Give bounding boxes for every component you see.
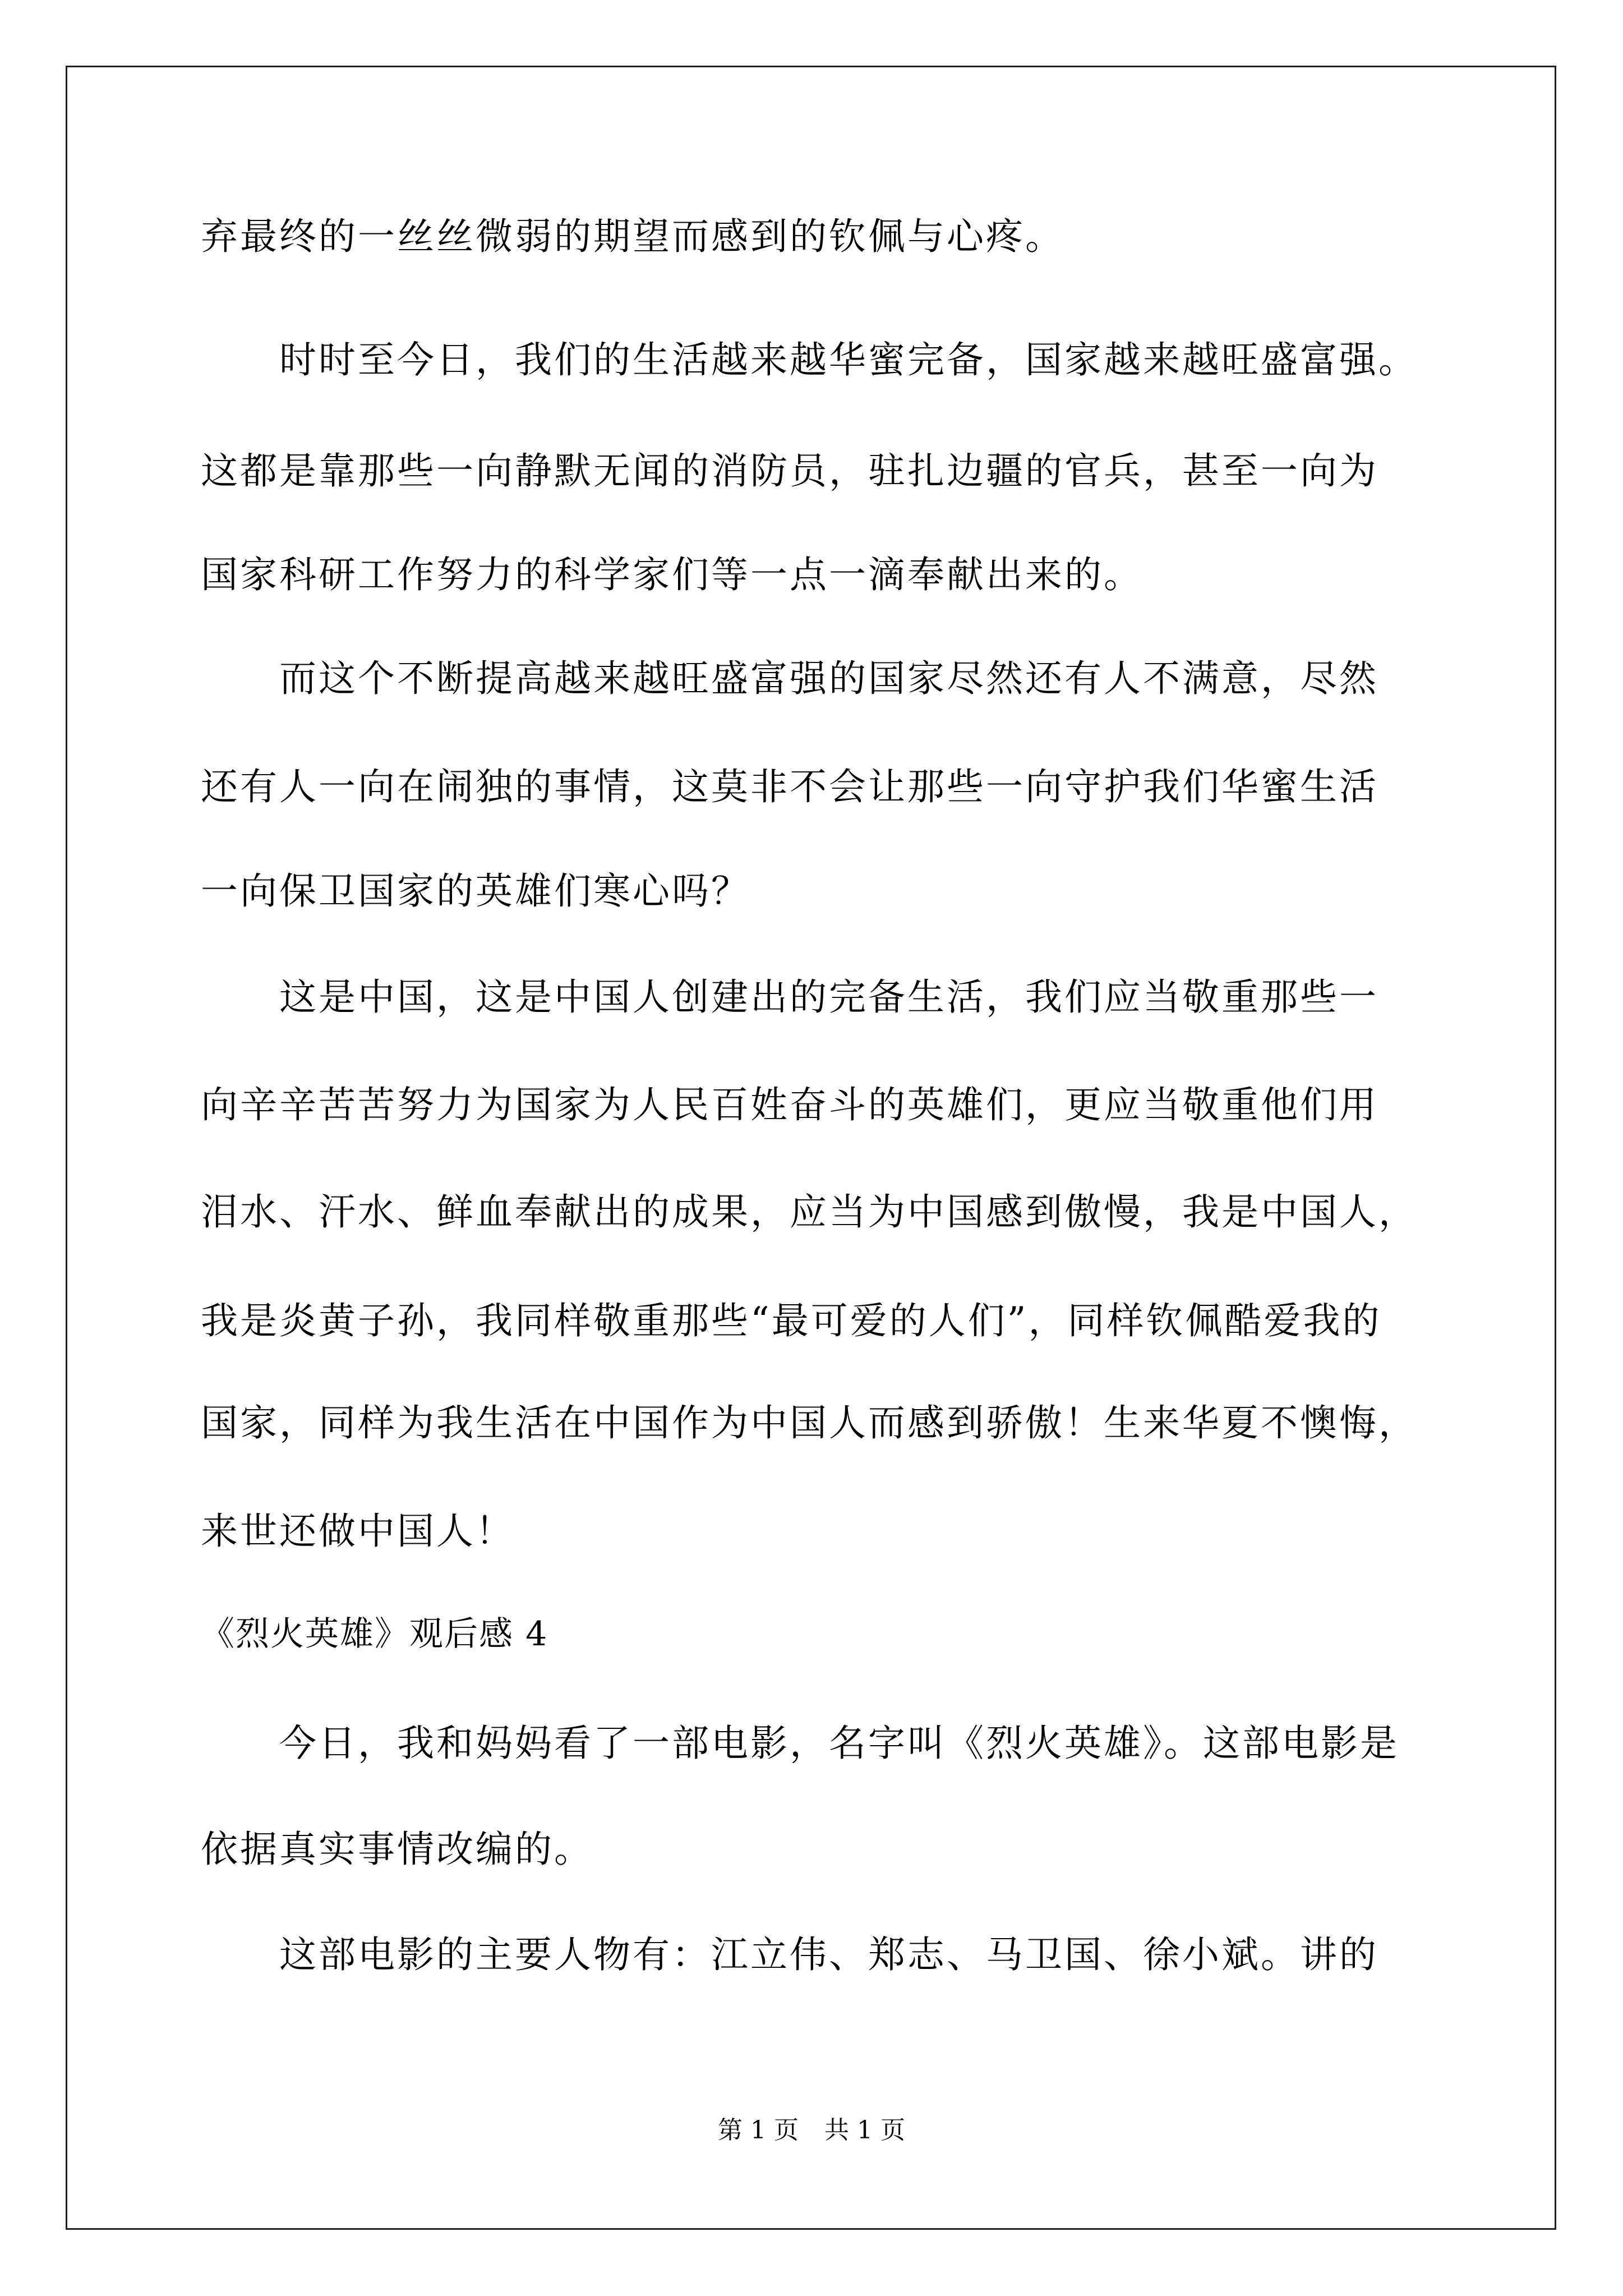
text-line: 弃最终的一丝丝微弱的期望而感到的钦佩与心疼。 [201,215,1064,258]
paragraph-start: 时时至今日，我们的生活越来越华蜜完备，国家越来越旺盛富强。 [279,338,1418,381]
text-line: 泪水、汗水、鲜血奉献出的成果，应当为中国感到傲慢，我是中国人， [201,1190,1418,1234]
paragraph-start: 而这个不断提高越来越旺盛富强的国家尽然还有人不满意，尽然 [279,657,1378,700]
text-line: 这都是靠那些一向静默无闻的消防员，驻扎边疆的官兵，甚至一向为 [201,449,1378,493]
paragraph-start: 这是中国，这是中国人创建出的完备生活，我们应当敬重那些一 [279,976,1378,1019]
text-line: 依据真实事情改编的。 [201,1828,593,1871]
text-line: 向辛辛苦苦努力为国家为人民百姓奋斗的英雄们，更应当敬重他们用 [201,1083,1378,1126]
paragraph-start: 这部电影的主要人物有：江立伟、郑志、马卫国、徐小斌。讲的 [279,1933,1378,1976]
section-heading: 《烈火英雄》观后感 4 [201,1614,548,1654]
page-border [66,66,1556,2230]
text-line: 来世还做中国人！ [201,1510,515,1553]
text-line: 还有人一向在闹独的事情，这莫非不会让那些一向守护我们华蜜生活 [201,765,1378,808]
text-line: 国家，同样为我生活在中国作为中国人而感到骄傲！生来华夏不懊悔， [201,1401,1418,1444]
paragraph-start: 今日，我和妈妈看了一部电影，名字叫《烈火英雄》。这部电影是 [279,1722,1399,1765]
page-count: 共 1 页 [824,2116,905,2145]
page-footer [0,2115,1623,2146]
text-line: 我是炎黄子孙，我同样敬重那些“最可爱的人们”，同样钦佩酷爱我的 [201,1299,1382,1342]
text-line: 国家科研工作努力的科学家们等一点一滴奉献出来的。 [201,553,1143,596]
text-line: 一向保卫国家的英雄们寒心吗？ [201,869,750,913]
page-number: 第 1 页 [718,2116,799,2145]
